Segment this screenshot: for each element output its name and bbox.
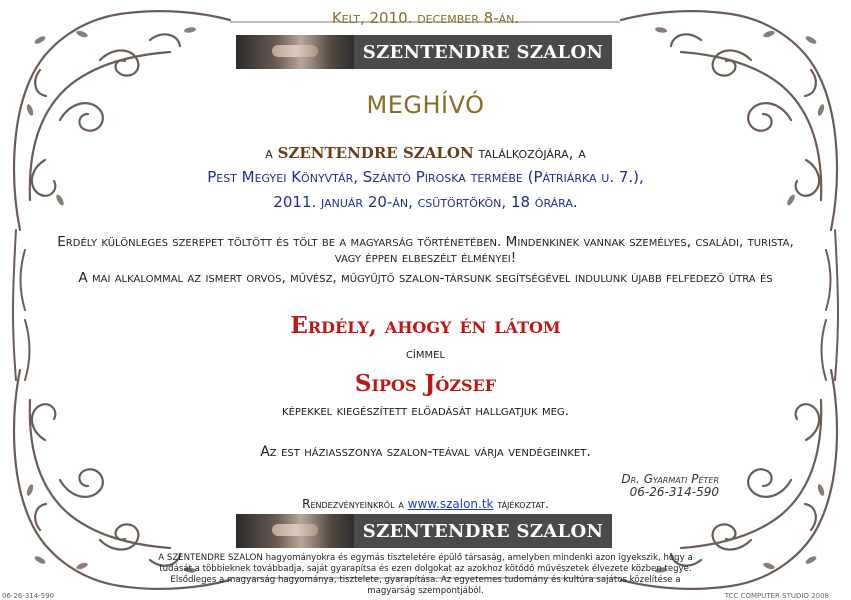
- datetime-line: 2011. január 20-án, csütörtökön, 18 órára.: [273, 193, 578, 211]
- top-banner: [236, 35, 612, 69]
- line1-suffix: találkozójára, a: [478, 144, 586, 162]
- handshake-photo: [236, 514, 354, 548]
- info-line: [0, 497, 851, 511]
- corner-credit: TCC COMPUTER STUDIO 2008: [724, 592, 829, 600]
- line1-brand: SZENTENDRE SZALON: [277, 144, 474, 162]
- venue-line: Pest Megyei Könyvtár, Szántó Piroska termébe (Pátriárka u. 7.),: [207, 168, 644, 186]
- info-prefix: Rendezvényeinkről a: [302, 497, 404, 511]
- hostess-line: Az est háziasszonya szalon-teával várja vendégeinket.: [260, 444, 591, 460]
- banner-title: SZENTENDRE SZALON: [362, 41, 604, 63]
- second-paragraph: A mai alkalommal az ismert orvos, művész, műgyűjtő szalon-társunk segítségével indulunk újabb felfedező útra és: [78, 270, 773, 286]
- speaker-name: Sipos József: [354, 370, 497, 397]
- handshake-photo: [236, 35, 354, 69]
- talk-title: Erdély, ahogy én látom: [290, 312, 561, 339]
- signature-phone: 06-26-314-590: [629, 485, 719, 499]
- issue-date: Kelt, 2010. december 8-án.: [331, 9, 520, 27]
- cimmel-text: címmel: [405, 346, 446, 362]
- corner-phone: 06-26-314-590: [2, 592, 55, 600]
- invitation-heading: MEGHÍVÓ: [366, 91, 485, 119]
- invitation-line1: [0, 144, 851, 162]
- banner-title: SZENTENDRE SZALON: [362, 520, 604, 542]
- bottom-banner: [236, 514, 612, 548]
- website-link[interactable]: www.szalon.tk: [407, 497, 494, 511]
- intro-paragraph: Erdély különleges szerepet töltött és tölt be a magyarság történetében. Mindenkinek vannak személyes, családi, turista, vagy éppen elbeszélt élményei!: [57, 234, 794, 266]
- line1-prefix: a: [265, 144, 273, 162]
- signature-name: Dr. Gyarmati Péter: [621, 472, 719, 486]
- talk-description: képekkel kiegészített előadását hallgatjuk meg.: [282, 403, 569, 419]
- footer-text: A SZENTENDRE SZALON hagyományokra és egymás tiszteletére épülő társaság, amelyben mindenki azon igyekszik, hogy a tudását a többieknek továbbadja, saját gyarapítsa és ezen dolgokat az azokhoz kötődő művészetek élvezete közben tegye. Elsődleges a magyarság hagyománya, tisztelete, gyarapítása. Az egyetemes tudomány és kultúra sajátos közelítése a magyarság szempontjából.: [158, 553, 693, 596]
- info-suffix: tájékoztat.: [497, 497, 549, 511]
